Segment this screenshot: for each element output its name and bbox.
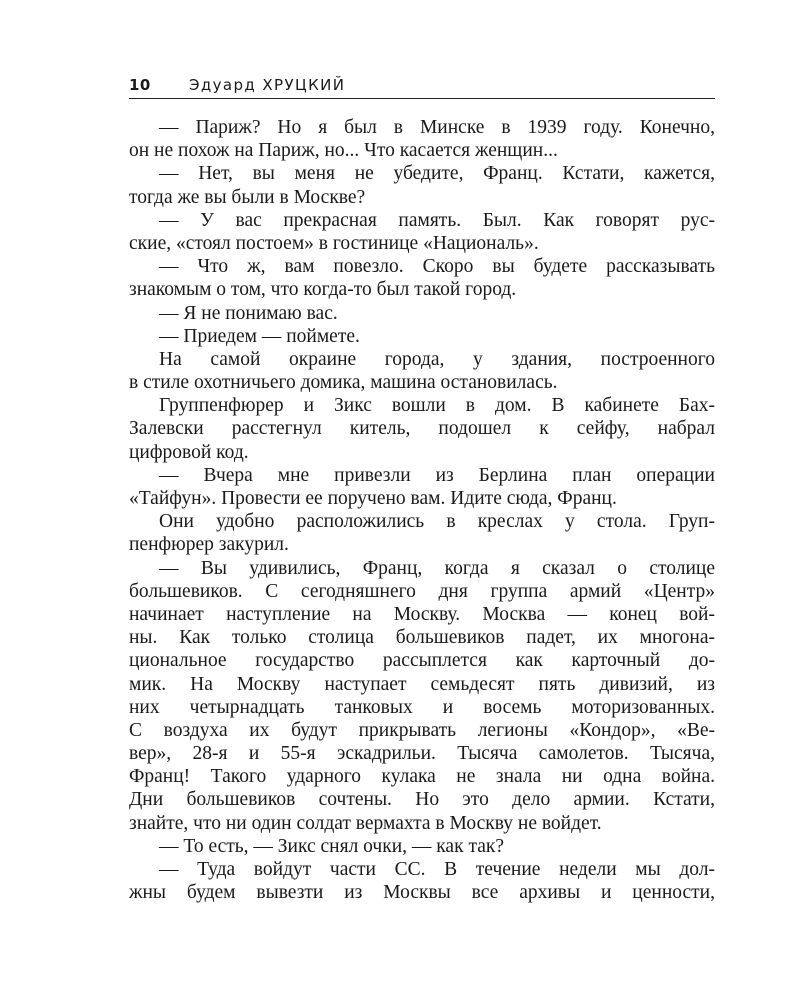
text-line: Группенфюрер и Зикс вошли в дом. В кабинете Бах- — [159, 395, 715, 417]
text-line: Франц! Такого ударного кулака не знала ни одна война. — [129, 766, 715, 788]
text-line: ны. Как только столица большевиков падет, их многона- — [129, 627, 715, 649]
text-line: «Тайфун». Провести ее поручено вам. Идите сюда, Франц. — [129, 488, 617, 509]
text-line: жны будем вывезти из Москвы все архивы и ценности, — [129, 882, 715, 904]
text-line: цифровой код. — [129, 441, 249, 463]
text-line: Залевски расстегнул китель, подошел к сейфу, набрал — [129, 418, 715, 440]
page-number: 10 — [129, 76, 151, 94]
text-line: — Что ж, вам повезло. Скоро вы будете рассказывать — [159, 256, 715, 278]
text-line: знакомым о том, что когда-то был такой город. — [129, 279, 517, 301]
body-text — [129, 116, 715, 904]
text-line: Дни большевиков сочтены. Но это дело армии. Кстати, — [129, 789, 715, 811]
text-line: — Вчера мне привезли из Берлина план операции — [159, 464, 715, 486]
text-line: пенфюрер закурил. — [129, 534, 289, 556]
text-line: вер», 28-я и 55-я эскадрильи. Тысяча самолетов. Тысяча, — [129, 743, 715, 765]
text-line: циональное государство рассыплется как карточный до- — [129, 650, 715, 672]
text-line: — Нет, вы меня не убедите, Франц. Кстати, кажется, — [159, 163, 715, 185]
text-line: С воздуха их будут прикрывать легионы «Кондор», «Ве- — [129, 719, 715, 741]
running-head-author-title: Эдуард ХРУЦКИЙ — [189, 76, 346, 94]
text-line: тогда же вы были в Москве? — [129, 186, 366, 208]
text-line: них четырнадцать танковых и восемь моторизованных. — [129, 696, 715, 718]
text-line: начинает наступление на Москву. Москва — конец вой- — [129, 603, 715, 625]
text-line: знайте, что ни один солдат вермахта в Москву не войдет. — [129, 812, 602, 834]
text-line: мик. На Москву наступает семьдесят пять дивизий, из — [129, 673, 715, 695]
text-line: — Париж? Но я был в Минске в 1939 году. Конечно, — [159, 117, 715, 138]
text-line: — То есть, — Зикс снял очки, — как так? — [159, 835, 504, 857]
text-line: — Вы удивились, Франц, когда я сказал о столице — [159, 557, 715, 579]
page-header — [129, 76, 715, 99]
text-line: Они удобно расположились в креслах у стола. Груп- — [159, 511, 715, 533]
text-line: На самой окраине города, у здания, построенного — [159, 348, 715, 370]
text-line: — Туда войдут части СС. В течение недели мы дол- — [159, 859, 715, 880]
text-line: он не похож на Париж, но... Что касается женщин... — [129, 140, 558, 162]
text-line: — Приедем — поймете. — [159, 325, 360, 347]
text-line: — У вас прекрасная память. Был. Как говорят рус- — [159, 209, 715, 231]
text-line: в стиле охотничьего домика, машина остановилась. — [129, 372, 558, 394]
text-line: — Я не понимаю вас. — [159, 302, 338, 324]
text-line: ские, «стоял постоем» в гостинице «Националь». — [129, 232, 539, 254]
text-line: большевиков. С сегодняшнего дня группа армий «Центр» — [129, 580, 715, 602]
